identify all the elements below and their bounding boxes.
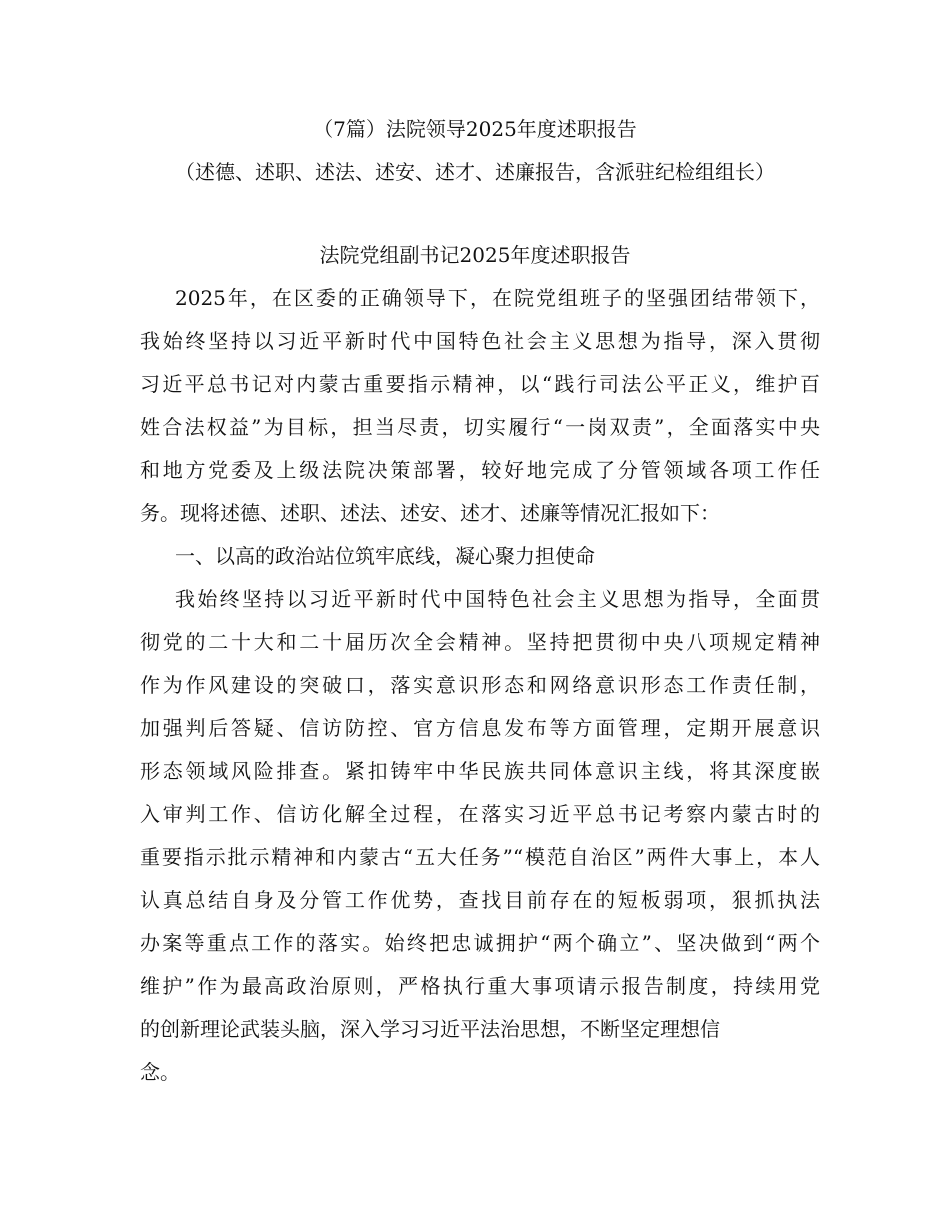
paragraph-line: 作为作风建设的突破口，落实意识形态和网络意识形态工作责任制， — [140, 673, 820, 697]
section-heading: 一、以高的政治站位筑牢底线，凝心聚力担使命 — [175, 544, 595, 568]
paragraph-line: 姓合法权益”为目标，担当尽责，切实履行“一岗双责”，全面落实中央 — [140, 415, 820, 439]
paragraph-line: 我始终坚持以习近平新时代中国特色社会主义思想为指导，全面贯 — [175, 587, 820, 611]
paragraph-line: 务。现将述德、述职、述法、述安、述才、述廉等情况汇报如下： — [140, 501, 720, 525]
paragraph-line: 念。 — [140, 1060, 180, 1084]
paragraph-line: 认真总结自身及分管工作优势，查找目前存在的短板弱项，狠抓执法 — [140, 888, 820, 912]
paragraph-line: 加强判后答疑、信访防控、官方信息发布等方面管理，定期开展意识 — [140, 716, 820, 740]
paragraph-line: 重要指示批示精神和内蒙古“五大任务”“模范自治区”两件大事上，本人 — [140, 845, 820, 869]
document-subtitle: （述德、述职、述法、述安、述才、述廉报告，含派驻纪检组组长） — [175, 160, 775, 184]
paragraph-line: 入审判工作、信访化解全过程，在落实习近平总书记考察内蒙古时的 — [140, 802, 820, 826]
paragraph-line: 和地方党委及上级法院决策部署，较好地完成了分管领域各项工作任 — [140, 458, 820, 482]
paragraph-line: 形态领域风险排查。紧扣铸牢中华民族共同体意识主线，将其深度嵌 — [140, 759, 820, 783]
paragraph-line: 维护”作为最高政治原则，严格执行重大事项请示报告制度，持续用党 — [140, 974, 820, 998]
paragraph-line: 彻党的二十大和二十届历次全会精神。坚持把贯彻中央八项规定精神 — [140, 630, 820, 654]
paragraph-line: 习近平总书记对内蒙古重要指示精神，以“践行司法公平正义，维护百 — [140, 372, 820, 396]
document-title: （7篇）法院领导2025年度述职报告 — [313, 117, 637, 141]
paragraph-line: 办案等重点工作的落实。始终把忠诚拥护“两个确立”、坚决做到“两个 — [140, 931, 820, 955]
paragraph-line: 2025年，在区委的正确领导下，在院党组班子的坚强团结带领下， — [175, 286, 820, 310]
paragraph-line: 我始终坚持以习近平新时代中国特色社会主义思想为指导，深入贯彻 — [140, 329, 820, 353]
paragraph-line: 的创新理论武装头脑，深入学习习近平法治思想，不断坚定理想信 — [140, 1017, 720, 1041]
section-title: 法院党组副书记2025年度述职报告 — [319, 243, 631, 267]
